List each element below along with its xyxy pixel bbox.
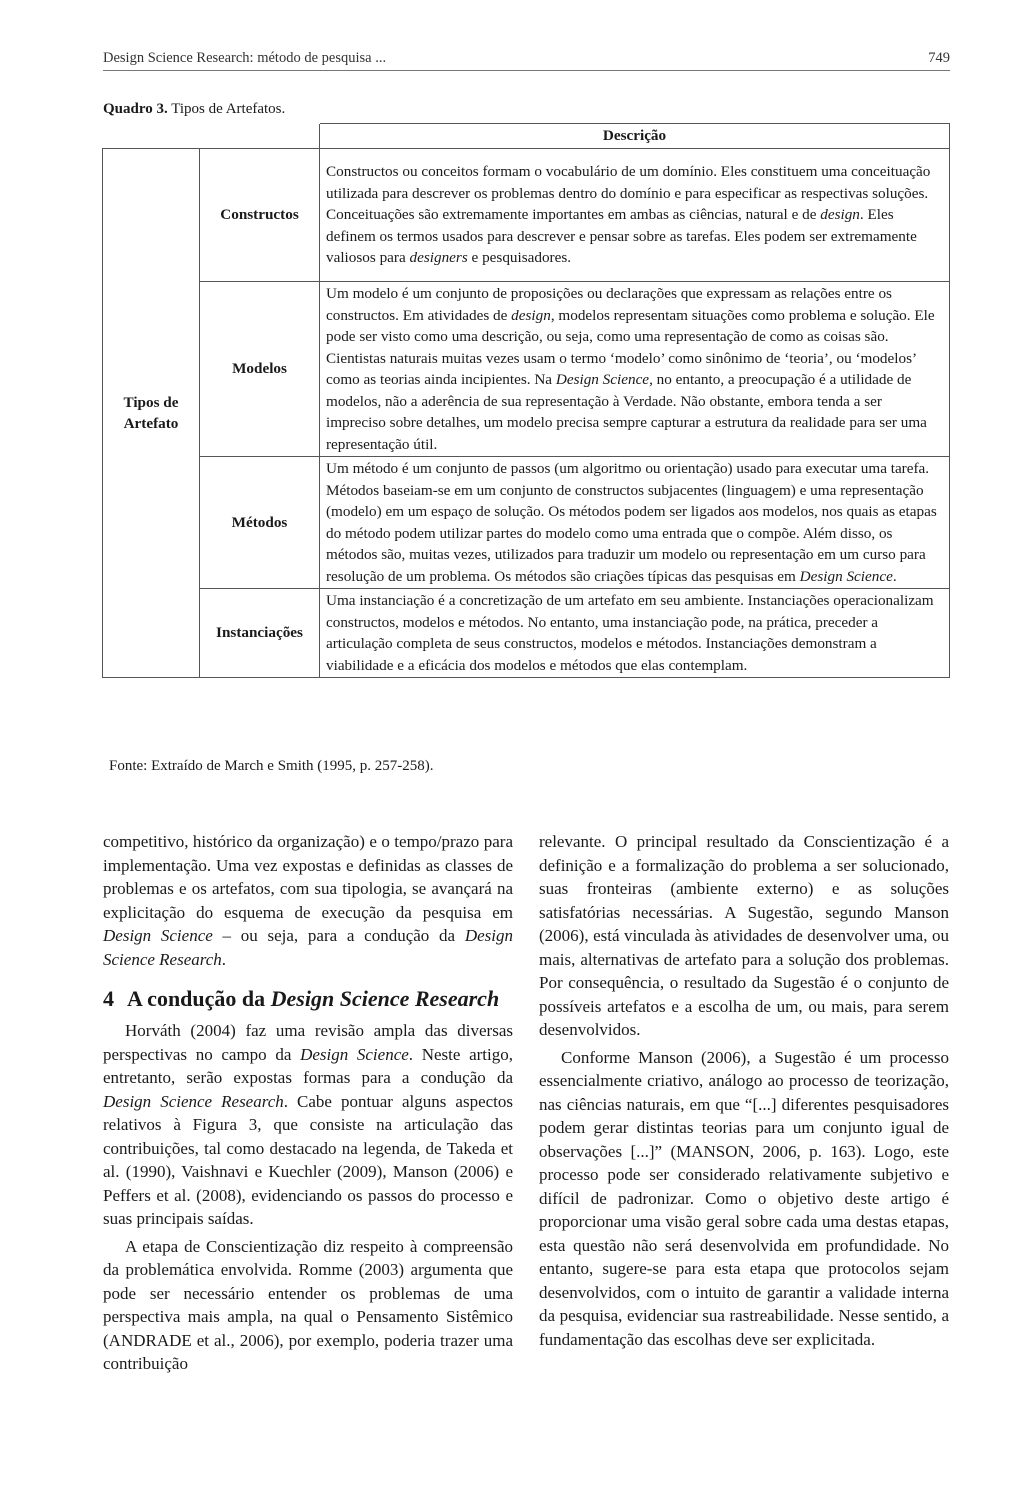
table-row	[103, 282, 950, 457]
type-cell: Métodos	[200, 457, 320, 589]
description-cell: Constructos ou conceitos formam o vocabulário de um domínio. Eles constituem uma conceituação utilizada para descrever os problemas dentro do domínio e para especificar as respectivas soluções. Conceituações são extremamente importantes em ambas as ciências, natural e de design. Eles definem os termos usados para descrever e pensar sobre as tarefas. Eles podem ser extremamente valiosos para designers e pesquisadores.	[320, 149, 950, 282]
table-row	[103, 149, 950, 282]
table-row	[103, 589, 950, 678]
left-column	[103, 830, 513, 1376]
empty-corner-cell	[200, 124, 320, 149]
running-header	[103, 48, 950, 71]
table-caption	[103, 101, 285, 118]
paragraph: Horváth (2004) faz uma revisão ampla das diversas perspectivas no campo da Design Science. Neste artigo, entretanto, serão expostas formas para a condução da Design Science Research. Cabe pontuar alguns aspectos relativos à Figura 3, que consiste na articulação das contribuições, tal como destacado na legenda, de Takeda et al. (1990), Vaishnavi e Kuechler (2009), Manson (2006) e Peffers et al. (2008), evidenciando os passos do processo e suas principais saídas.	[103, 1021, 513, 1228]
section-number: 4	[103, 986, 114, 1011]
running-title: Design Science Research: método de pesquisa ...	[103, 50, 387, 66]
paragraph: A etapa de Conscientização diz respeito à compreensão da problemática envolvida. Romme (2003) argumenta que pode ser necessário entender os problemas de uma perspectiva mais ampla, na qual o Pensamento Sistêmico (ANDRADE et al., 2006), por exemplo, poderia trazer uma contribuição	[103, 1236, 513, 1373]
section-title: A condução da Design Science Research	[127, 986, 500, 1011]
table-source: Fonte: Extraído de March e Smith (1995, p. 257-258).	[109, 758, 434, 774]
category-cell: Tipos de Artefato	[103, 149, 200, 678]
description-header: Descrição	[320, 124, 950, 149]
paragraph: competitivo, histórico da organização) e o tempo/prazo para implementação. Uma vez expostas e definidas as classes de problemas e os artefatos, com sua tipologia, se avançará na explicitação do esquema de execução da pesquisa em Design Science – ou seja, para a condução da Design Science Research.	[103, 832, 513, 969]
paragraph: Conforme Manson (2006), a Sugestão é um processo essencialmente criativo, análogo ao processo de teorização, nas ciências naturais, em que “[...] diferentes pesquisadores podem gerar distintas teorias para um conjunto igual de observações [...]” (MANSON, 2006, p. 163). Logo, este processo pode ser considerado relativamente subjetivo e difícil de padronizar. Como o objetivo deste artigo é proporcionar uma visão geral sobre cada uma destas etapas, esta questão não será desenvolvida em profundidade. No entanto, sugere-se para esta etapa que protocolos sejam desenvolvidos, com o intuito de garantir a validade interna da pesquisa, evidenciar sua rastreabilidade. Nesse sentido, a fundamentação das escolhas deve ser explicitada.	[539, 1047, 949, 1349]
artifact-types-table	[102, 123, 950, 678]
section-heading	[103, 985, 513, 1013]
description-cell: Um modelo é um conjunto de proposições ou declarações que expressam as relações entre os constructos. Em atividades de design, modelos representam situações como problema e solução. Ele pode ser visto como uma descrição, ou seja, como uma representação de como as coisas são. Cientistas naturais muitas vezes usam o termo ‘modelo’ como sinônimo de ‘teoria’, ou ‘modelos’ como as teorias ainda incipientes. Na Design Science, no entanto, a preocupação é a utilidade de modelos, não a aderência de sua representação à Verdade. Não obstante, embora tenda a ser impreciso sobre detalhes, um modelo precisa sempre capturar a estrutura da realidade para ser uma representação útil.	[320, 282, 950, 457]
right-column	[539, 830, 949, 1351]
page-number: 749	[928, 50, 950, 66]
caption-label: Quadro 3.	[103, 101, 168, 117]
paragraph: relevante. O principal resultado da Conscientização é a definição e a formalização do problema a ser solucionado, suas fronteiras (ambiente externo) e as soluções satisfatórias necessárias. A Sugestão, segundo Manson (2006), está vinculada às atividades de desenvolver uma, ou mais, alternativas de artefato para a solução dos problemas. Por consequência, o resultado da Sugestão é o conjunto de possíveis artefatos e a escolha de um, ou mais, para serem desenvolvidos.	[539, 832, 949, 1039]
type-cell: Modelos	[200, 282, 320, 457]
table-header-row	[103, 124, 950, 149]
type-cell: Constructos	[200, 149, 320, 282]
description-cell: Um método é um conjunto de passos (um algoritmo ou orientação) usado para executar uma tarefa. Métodos baseiam-se em um conjunto de constructos subjacentes (linguagem) e uma representação (modelo) em um espaço de solução. Os métodos podem ser ligados aos modelos, nos quais as etapas do método podem utilizar partes do modelo como uma entrada que o compõe. Além disso, os métodos são, muitas vezes, utilizados para traduzir um modelo ou representação em um curso para resolução de um problema. Os métodos são criações típicas das pesquisas em Design Science.	[320, 457, 950, 589]
empty-corner-cell	[103, 124, 200, 149]
table-row	[103, 457, 950, 589]
caption-title: Tipos de Artefatos.	[171, 101, 286, 117]
type-cell: Instanciações	[200, 589, 320, 678]
description-cell: Uma instanciação é a concretização de um artefato em seu ambiente. Instanciações operacionalizam constructos, modelos e métodos. No entanto, uma instanciação pode, na prática, preceder a articulação completa de seus constructos, modelos e métodos. Instanciações demonstram a viabilidade e a eficácia dos modelos e métodos que elas contemplam.	[320, 589, 950, 678]
